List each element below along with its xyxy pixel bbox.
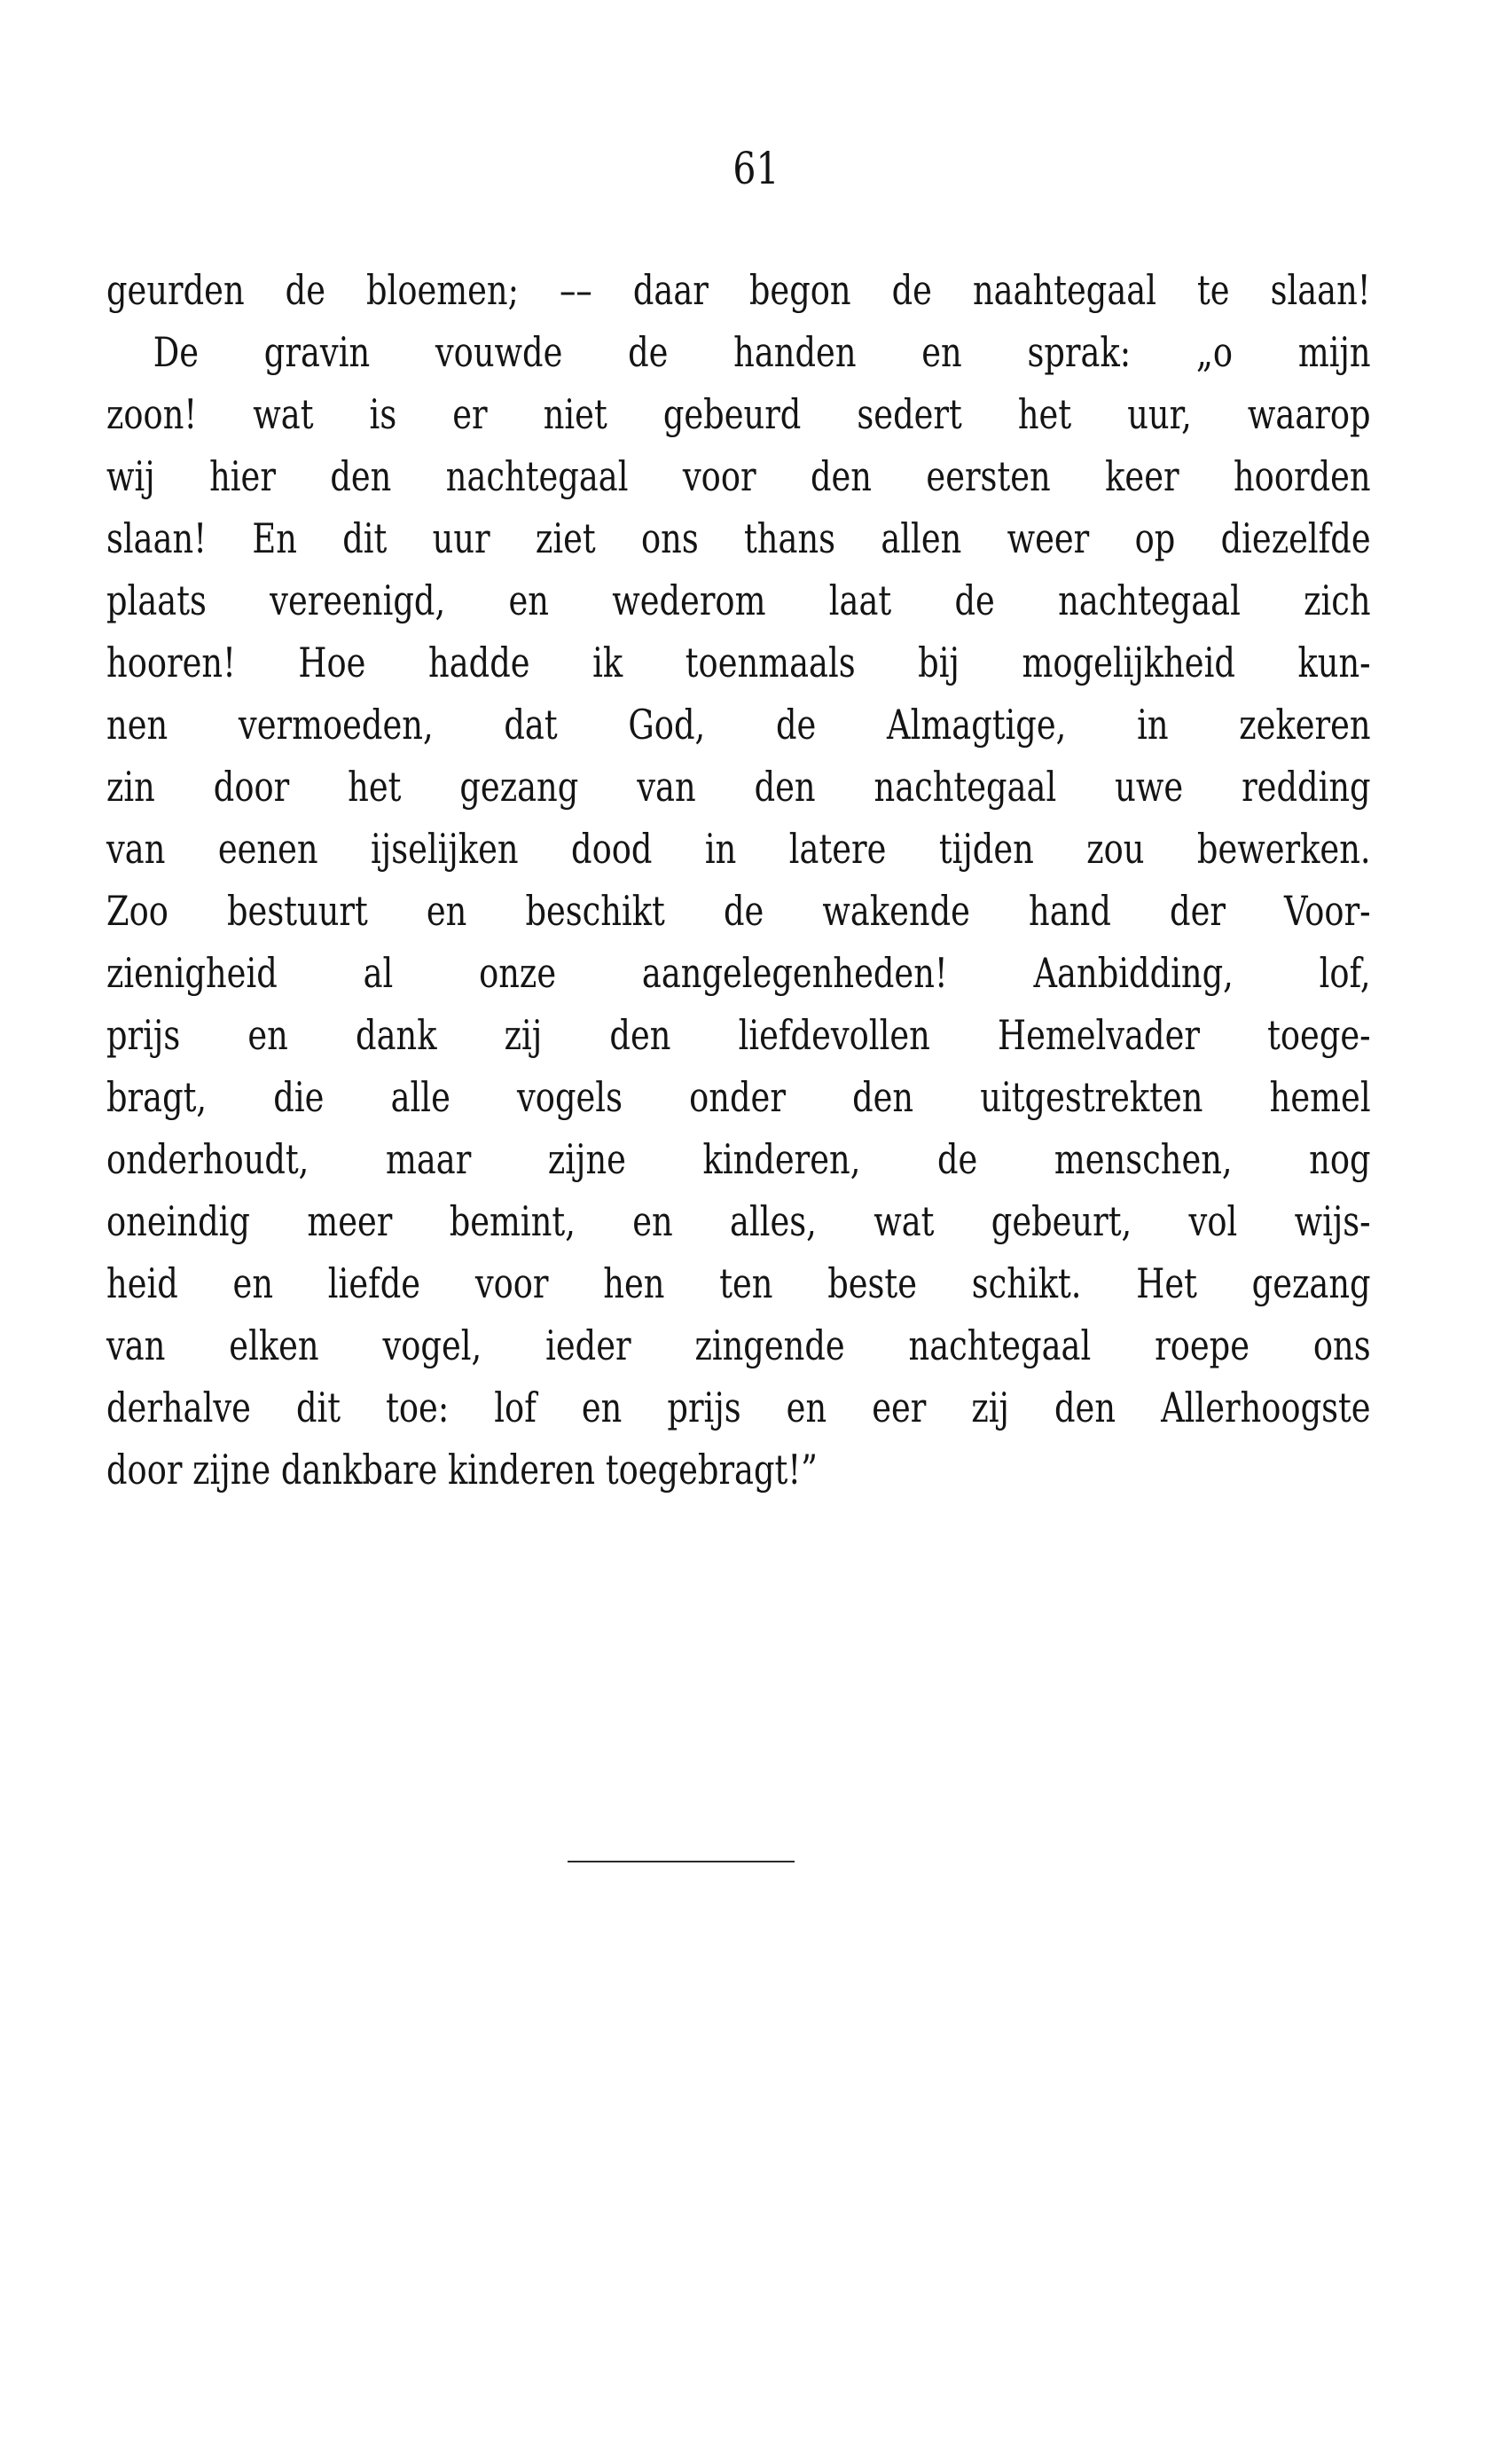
text-line: plaats vereenigd, en wederom laat de nachtegaal zich <box>106 576 1371 624</box>
body-text <box>106 259 1371 1501</box>
text-line: hooren! Hoe hadde ik toenmaals bij mogelijkheid kun- <box>106 639 1371 686</box>
text-line: geurden de bloemen; –– daar begon de naahtegaal te slaan! <box>106 266 1371 314</box>
text-line: onderhoudt, maar zijne kinderen, de menschen, nog <box>106 1135 1371 1183</box>
text-line: van eenen ijselijken dood in latere tijden zou bewerken. <box>106 825 1371 873</box>
text-line: derhalve dit toe: lof en prijs en eer zij den Allerhoogste <box>106 1384 1371 1431</box>
text-line: bragt, die alle vogels onder den uitgestrekten hemel <box>106 1073 1371 1121</box>
text-line: slaan! En dit uur ziet ons thans allen weer op diezelfde <box>106 514 1371 562</box>
text-line: zoon! wat is er niet gebeurd sedert het uur, waarop <box>106 390 1371 438</box>
text-line: De gravin vouwde de handen en sprak: „o mijn <box>153 328 1371 376</box>
text-line: Zoo bestuurt en beschikt de wakende hand der Voor- <box>106 887 1371 935</box>
text-line: nen vermoeden, dat God, de Almagtige, in zekeren <box>106 701 1371 749</box>
text-line: zin door het gezang van den nachtegaal uwe redding <box>106 763 1371 811</box>
page-number: 61 <box>732 143 780 194</box>
section-divider <box>568 1861 795 1862</box>
text-line: wij hier den nachtegaal voor den eersten keer hoorden <box>106 452 1371 500</box>
text-line: heid en liefde voor hen ten beste schikt. Het gezang <box>106 1259 1371 1307</box>
text-line: prijs en dank zij den liefdevollen Hemelvader toege- <box>106 1011 1371 1059</box>
text-line: oneindig meer bemint, en alles, wat gebeurt, vol wijs- <box>106 1197 1371 1245</box>
text-line: zienigheid al onze aangelegenheden! Aanbidding, lof, <box>106 949 1371 997</box>
text-line: door zijne dankbare kinderen toegebragt!” <box>106 1446 818 1494</box>
text-line: van elken vogel, ieder zingende nachtegaal roepe ons <box>106 1321 1371 1369</box>
